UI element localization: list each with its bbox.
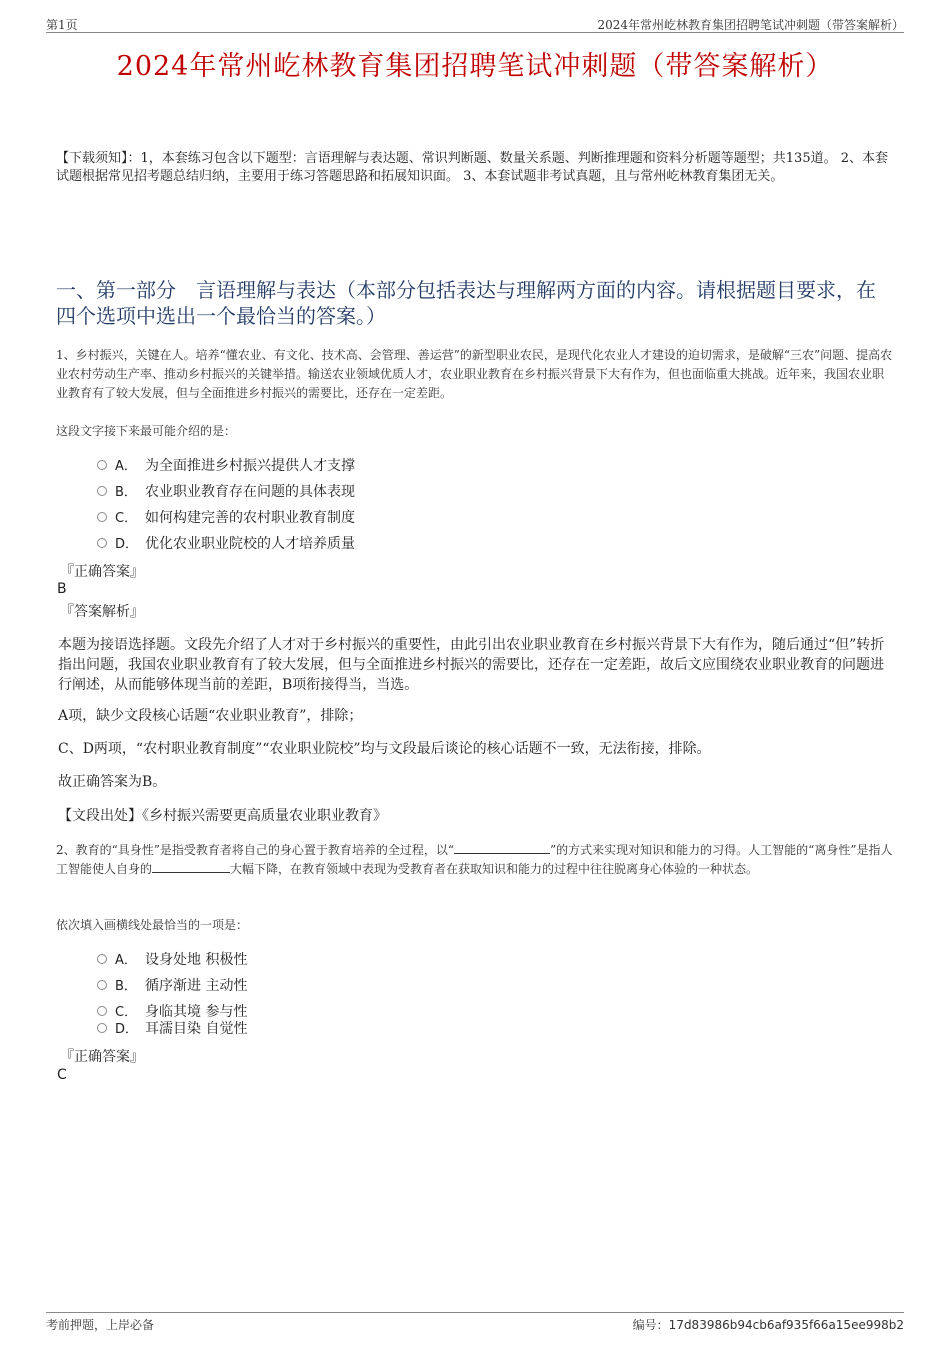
- radio-icon[interactable]: [97, 486, 107, 496]
- document-title: 2024年常州屹林教育集团招聘笔试冲刺题（带答案解析）: [116, 51, 834, 82]
- q1-answer: B: [57, 581, 67, 597]
- page-footer: [46, 1312, 904, 1333]
- download-notice: 【下载须知】：1，本套练习包含以下题型：言语理解与表达题、常识判断题、数量关系题、判断推理题和资料分析题等题型；共135道。 2、本套试题根据常见招考题总结归纳，主要用于练习答题思路和拓展知识面。 3、本套试题非考试真题，且与常州屹林教育集团无关。: [56, 151, 888, 184]
- q2-answer: C: [57, 1067, 67, 1083]
- q1-answer-label: 『正确答案』: [60, 564, 144, 580]
- q1-analysis-label: 『答案解析』: [60, 604, 144, 620]
- radio-icon[interactable]: [97, 954, 107, 964]
- q2-option-c[interactable]: C． 身临其境 参与性: [97, 1003, 247, 1022]
- q2-prompt: 依次填入画横线处最恰当的一项是：: [56, 918, 249, 932]
- q1-analysis-paragraph: C、D两项，“农村职业教育制度”“农业职业院校”均与文段最后谈论的核心话题不一致，无法衔接，排除。: [58, 741, 711, 757]
- q1-option-d[interactable]: D． 优化农业职业院校的人才培养质量: [97, 535, 355, 554]
- radio-icon[interactable]: [97, 460, 107, 470]
- radio-icon[interactable]: [97, 512, 107, 522]
- fill-blank-1[interactable]: [454, 841, 550, 854]
- radio-icon[interactable]: [97, 1006, 107, 1016]
- page-number: 第1页: [46, 18, 78, 32]
- q2-option-a[interactable]: A． 设身处地 积极性: [97, 951, 247, 970]
- q2-option-d[interactable]: D． 耳濡目染 自觉性: [97, 1020, 247, 1039]
- q1-source: 【文段出处】《乡村振兴需要更高质量农业职业教育》: [58, 808, 387, 824]
- radio-icon[interactable]: [97, 980, 107, 990]
- radio-icon[interactable]: [97, 538, 107, 548]
- q1-option-b[interactable]: B． 农业职业教育存在问题的具体表现: [97, 483, 355, 502]
- q2-text: 2、教育的“具身性”是指受教育者将自己的身心置于教育培养的全过程，以“ ”的方式来实现对知识和能力的习得。人工智能的“离身性”是指人工智能使人自身的 大幅下降，在教育领域中表现为受教育者在获取知识和能力的过程中往往脱离身心体验的一种状态。: [56, 843, 893, 876]
- footer-slogan: 考前押题，上岸必备: [46, 1318, 155, 1332]
- q1-analysis-paragraph: 本题为接语选择题。文段先介绍了人才对于乡村振兴的重要性，由此引出农业职业教育在乡村振兴背景下大有作为，随后通过“但”转折指出问题，我国农业职业教育有了较大发展，但与全面推进乡村振兴的需要比，还存在一定差距，故后文应围绕农业职业教育的问题进行阐述，从而能够体现当前的差距，B项衔接得当，当选。: [58, 637, 885, 693]
- q1-analysis-paragraph: A项，缺少文段核心话题“农业职业教育”，排除；: [58, 708, 363, 724]
- radio-icon[interactable]: [97, 1023, 107, 1033]
- q1-prompt: 这段文字接下来最可能介绍的是：: [56, 424, 237, 438]
- document-code: 编号：17d83986b94cb6af935f66a15ee998b2: [632, 1318, 904, 1332]
- fill-blank-2[interactable]: [152, 860, 230, 873]
- q1-option-a[interactable]: A． 为全面推进乡村振兴提供人才支撑: [97, 457, 355, 476]
- q2-answer-label: 『正确答案』: [60, 1049, 144, 1065]
- q1-option-c[interactable]: C． 如何构建完善的农村职业教育制度: [97, 509, 355, 528]
- q1-analysis-paragraph: 故正确答案为B。: [58, 774, 167, 790]
- header-doc-title: 2024年常州屹林教育集团招聘笔试冲刺题（带答案解析）: [597, 18, 904, 32]
- q1-text: 1、乡村振兴，关键在人。培养“懂农业、有文化、技术高、会管理、善运营”的新型职业农民，是现代化农业人才建设的迫切需求，是破解“三农”问题、提高农业农村劳动生产率、推动乡村振兴的关键举措。输送农业领域优质人才，农业职业教育在乡村振兴背景下大有作为，但也面临重大挑战。近年来，我国农业职业教育有了较大发展，但与全面推进乡村振兴的需要比，还存在一定差距。: [56, 348, 893, 400]
- section-heading: 一、第一部分 言语理解与表达（本部分包括表达与理解两方面的内容。请根据题目要求，在四个选项中选出一个最恰当的答案。）: [56, 278, 876, 328]
- page-header: [46, 14, 904, 33]
- q2-option-b[interactable]: B． 循序渐进 主动性: [97, 977, 247, 996]
